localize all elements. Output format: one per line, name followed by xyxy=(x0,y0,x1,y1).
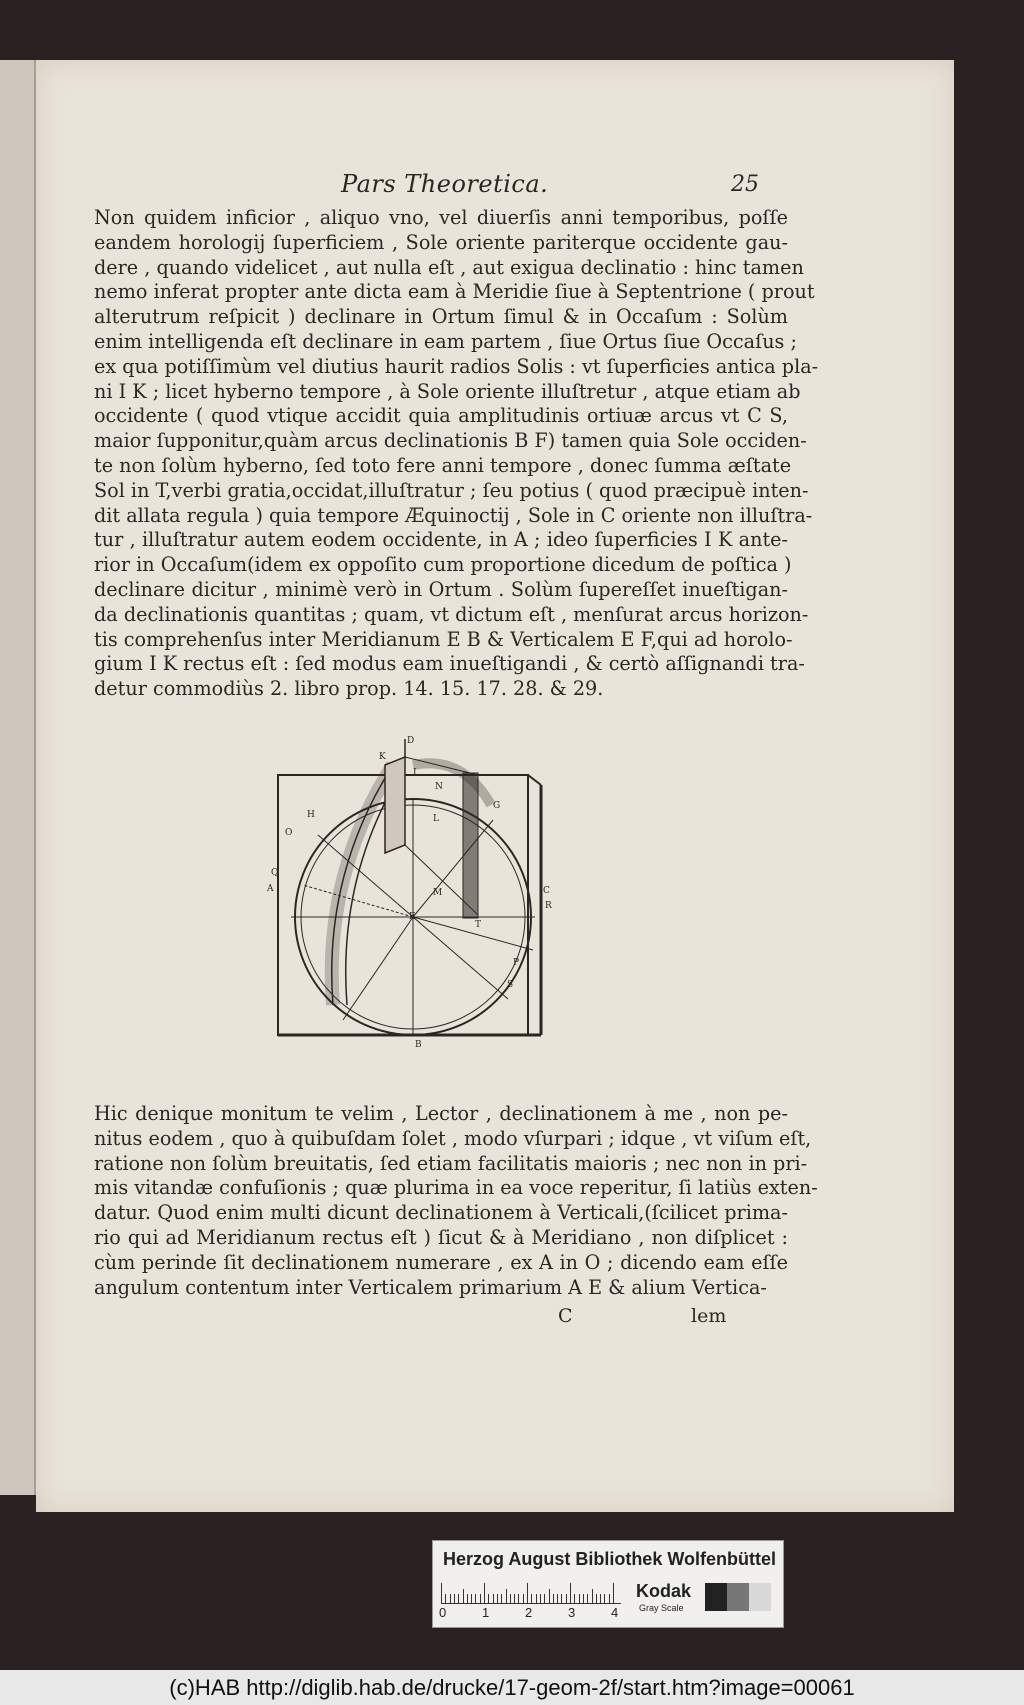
text-line: rio qui ad Meridianum rectus eſt ) ſicut & à Meridiano , non diſplicet : xyxy=(94,1225,788,1249)
text-line: enim intelligenda eſt declinare in eam partem , ſiue Ortus ſiue Occaſus ; xyxy=(94,329,797,353)
ruler-number: 2 xyxy=(525,1605,533,1620)
ruler-tick xyxy=(613,1583,614,1603)
text-line: eandem horologij ſuperficiem , Sole oriente pariterque occidente gau- xyxy=(94,230,788,254)
text-line: te non ſolùm hyberno, ſed toto fere anni tempore , donec ſumma æſtate xyxy=(94,453,792,477)
ruler-tick xyxy=(527,1583,528,1603)
ruler-tick xyxy=(471,1594,472,1603)
kodak-logo: Kodak xyxy=(636,1581,692,1601)
ruler-tick xyxy=(454,1594,455,1603)
source-url-footer: (c)HAB http://diglib.hab.de/drucke/17-geom-2f/start.htm?image=00061 xyxy=(0,1670,1024,1705)
text-line: tis comprehenſus inter Meridianum E B & Verticalem E F,qui ad horolo- xyxy=(94,627,793,651)
ruler-tick xyxy=(566,1594,567,1603)
facing-page-edge xyxy=(0,60,36,1495)
ruler-tick xyxy=(587,1594,588,1603)
figure-label: G xyxy=(493,801,501,811)
figure-label: H xyxy=(307,810,315,820)
text-line: declinare dicitur , minimè verò in Ortum . Solùm ſupereſſet inueſtigan- xyxy=(94,577,788,601)
text-line: dit allata regula ) quia tempore Æquinoctij , Sole in C oriente non illuſtra- xyxy=(94,503,813,527)
ruler-number: 3 xyxy=(568,1605,576,1620)
text-line: tur , illuſtratur autem eodem occidente, in A ; ideo ſuperficies I K ante- xyxy=(94,528,788,552)
text-line: cùm perinde ſit declinationem numerare , ex A in O ; dicendo eam eſſe xyxy=(94,1250,788,1274)
ruler-tick xyxy=(609,1594,610,1603)
figure-label: P xyxy=(513,958,520,968)
figure-label: I xyxy=(413,768,417,778)
ruler-tick xyxy=(536,1594,537,1603)
ruler-tick xyxy=(518,1594,519,1603)
gray-swatch-mid xyxy=(727,1583,749,1611)
ruler-tick xyxy=(557,1594,558,1603)
gray-swatch-light xyxy=(749,1583,771,1611)
figure-label: K xyxy=(379,752,386,762)
ruler-tick xyxy=(488,1594,489,1603)
figure-label: S xyxy=(507,980,514,990)
text-line: Non quidem inficior , aliquo vno, vel diuerſis anni temporibus, poſſe xyxy=(94,206,788,229)
grayscale-label: Gray Scale xyxy=(639,1603,684,1613)
figure-label: O xyxy=(285,828,293,838)
ruler-tick xyxy=(450,1594,451,1603)
text-line: nemo inferat propter ante dicta eam à Meridie ſiue à Septentrione ( prout xyxy=(94,280,815,304)
ruler-tick xyxy=(561,1594,562,1603)
gray-swatch-dark xyxy=(705,1583,727,1611)
text-line: alterutrum reſpicit ) declinare in Ortum ſimul & in Occaſum : Solùm xyxy=(94,305,788,329)
running-head: Pars Theoretica. xyxy=(341,170,549,198)
ruler-tick xyxy=(497,1594,498,1603)
ruler-tick xyxy=(600,1594,601,1603)
ruler-tick xyxy=(570,1583,571,1603)
ruler-tick xyxy=(523,1594,524,1603)
scale-ruler xyxy=(441,1581,621,1604)
ruler-tick xyxy=(514,1594,515,1603)
ruler-tick xyxy=(553,1594,554,1603)
ruler-tick xyxy=(463,1589,464,1603)
figure-label: D xyxy=(407,736,415,746)
text-line: detur commodiùs 2. libro prop. 14. 15. 17. 28. & 29. xyxy=(94,677,604,701)
ruler-tick xyxy=(506,1589,507,1603)
text-line: angulum contentum inter Verticalem primarium A E & alium Vertica- xyxy=(94,1275,767,1299)
figure-letters xyxy=(266,736,552,1050)
text-line: mis vitandæ confuſionis ; quæ plurima in ea voce reperitur, ſi latiùs exten- xyxy=(94,1176,818,1200)
ruler-tick xyxy=(596,1594,597,1603)
text-line: rior in Occaſum(idem ex oppoſito cum proportione dicedum de poſtica ) xyxy=(94,553,792,577)
ruler-number: 1 xyxy=(482,1605,490,1620)
text-line: nitus eodem , quo à quibuſdam ſolet , modo vſurpari ; idque , vt viſum eſt, xyxy=(94,1126,812,1150)
figure-label: M xyxy=(433,888,443,898)
ruler-tick xyxy=(574,1594,575,1603)
catchword: lem xyxy=(691,1305,727,1327)
page-number: 25 xyxy=(731,172,759,197)
color-calibration-bar xyxy=(432,1540,784,1628)
text-line: Hic denique monitum te velim , Lector , declinationem à me , non pe- xyxy=(94,1102,788,1125)
ruler-tick xyxy=(592,1589,593,1603)
figure-label: L xyxy=(433,814,439,824)
ruler-tick xyxy=(501,1594,502,1603)
ruler-tick xyxy=(445,1594,446,1603)
ruler-tick xyxy=(549,1589,550,1603)
text-line: gium I K rectus eſt : ſed modus eam inueſtigandi , & certò aſſignandi tra- xyxy=(94,652,805,676)
ruler-tick xyxy=(579,1594,580,1603)
text-line: occidente ( quod vtique accidit quia amplitudinis ortiuæ arcus vt C S, xyxy=(94,404,788,428)
paragraph-2 xyxy=(94,1102,818,1300)
ruler-tick xyxy=(484,1583,485,1603)
text-line: da declinationis quantitas ; quam, vt dictum eſt , menſurat arcus horizon- xyxy=(94,602,809,626)
figure-label: C xyxy=(543,886,550,896)
ruler-tick xyxy=(510,1594,511,1603)
ruler-tick xyxy=(480,1594,481,1603)
ruler-number: 0 xyxy=(439,1605,447,1620)
library-name: Herzog August Bibliothek Wolfenbüttel xyxy=(443,1549,776,1569)
figure-label: E xyxy=(409,912,416,922)
ruler-tick xyxy=(493,1594,494,1603)
ruler-tick xyxy=(604,1594,605,1603)
ruler-tick xyxy=(458,1594,459,1603)
text-line: datur. Quod enim multi dicunt declinationem à Verticali,(ſcilicet prima- xyxy=(94,1201,788,1225)
ruler-tick xyxy=(531,1594,532,1603)
figure-label: R xyxy=(545,901,552,911)
ruler-number: 4 xyxy=(611,1605,619,1620)
ruler-tick xyxy=(544,1594,545,1603)
ruler-tick xyxy=(540,1594,541,1603)
book-page xyxy=(36,60,954,1512)
text-line: ratione non ſolùm breuitatis, ſed etiam facilitatis maioris ; nec non in pri- xyxy=(94,1151,808,1175)
ruler-tick xyxy=(475,1594,476,1603)
ruler-tick xyxy=(467,1594,468,1603)
text-line: ex qua potiſſimùm vel diutius haurit radios Solis : vt ſuperficies antica pla- xyxy=(94,354,819,378)
paragraph-1 xyxy=(94,206,819,702)
text-line: maior ſupponitur,quàm arcus declinationis B F) tamen quia Sole occiden- xyxy=(94,429,807,453)
sundial-diagram xyxy=(263,735,623,1065)
figure-label: A xyxy=(267,884,274,894)
figure-label: B xyxy=(415,1040,422,1050)
signature-mark: C xyxy=(558,1305,573,1327)
figure-label: T xyxy=(475,920,482,930)
ruler-tick xyxy=(583,1594,584,1603)
figure-label: N xyxy=(435,782,443,792)
ruler-tick xyxy=(441,1583,442,1603)
text-line: Sol in T,verbi gratia,occidat,illuſtratur ; ſeu potius ( quod præcipuè inten- xyxy=(94,478,809,502)
text-line: dere , quando videlicet , aut nulla eſt , aut exigua declinatio : hinc tamen xyxy=(94,255,804,279)
text-line: ni I K ; licet hyberno tempore , à Sole oriente illuſtretur , atque etiam ab xyxy=(94,379,801,403)
figure-label: Q xyxy=(271,868,279,878)
